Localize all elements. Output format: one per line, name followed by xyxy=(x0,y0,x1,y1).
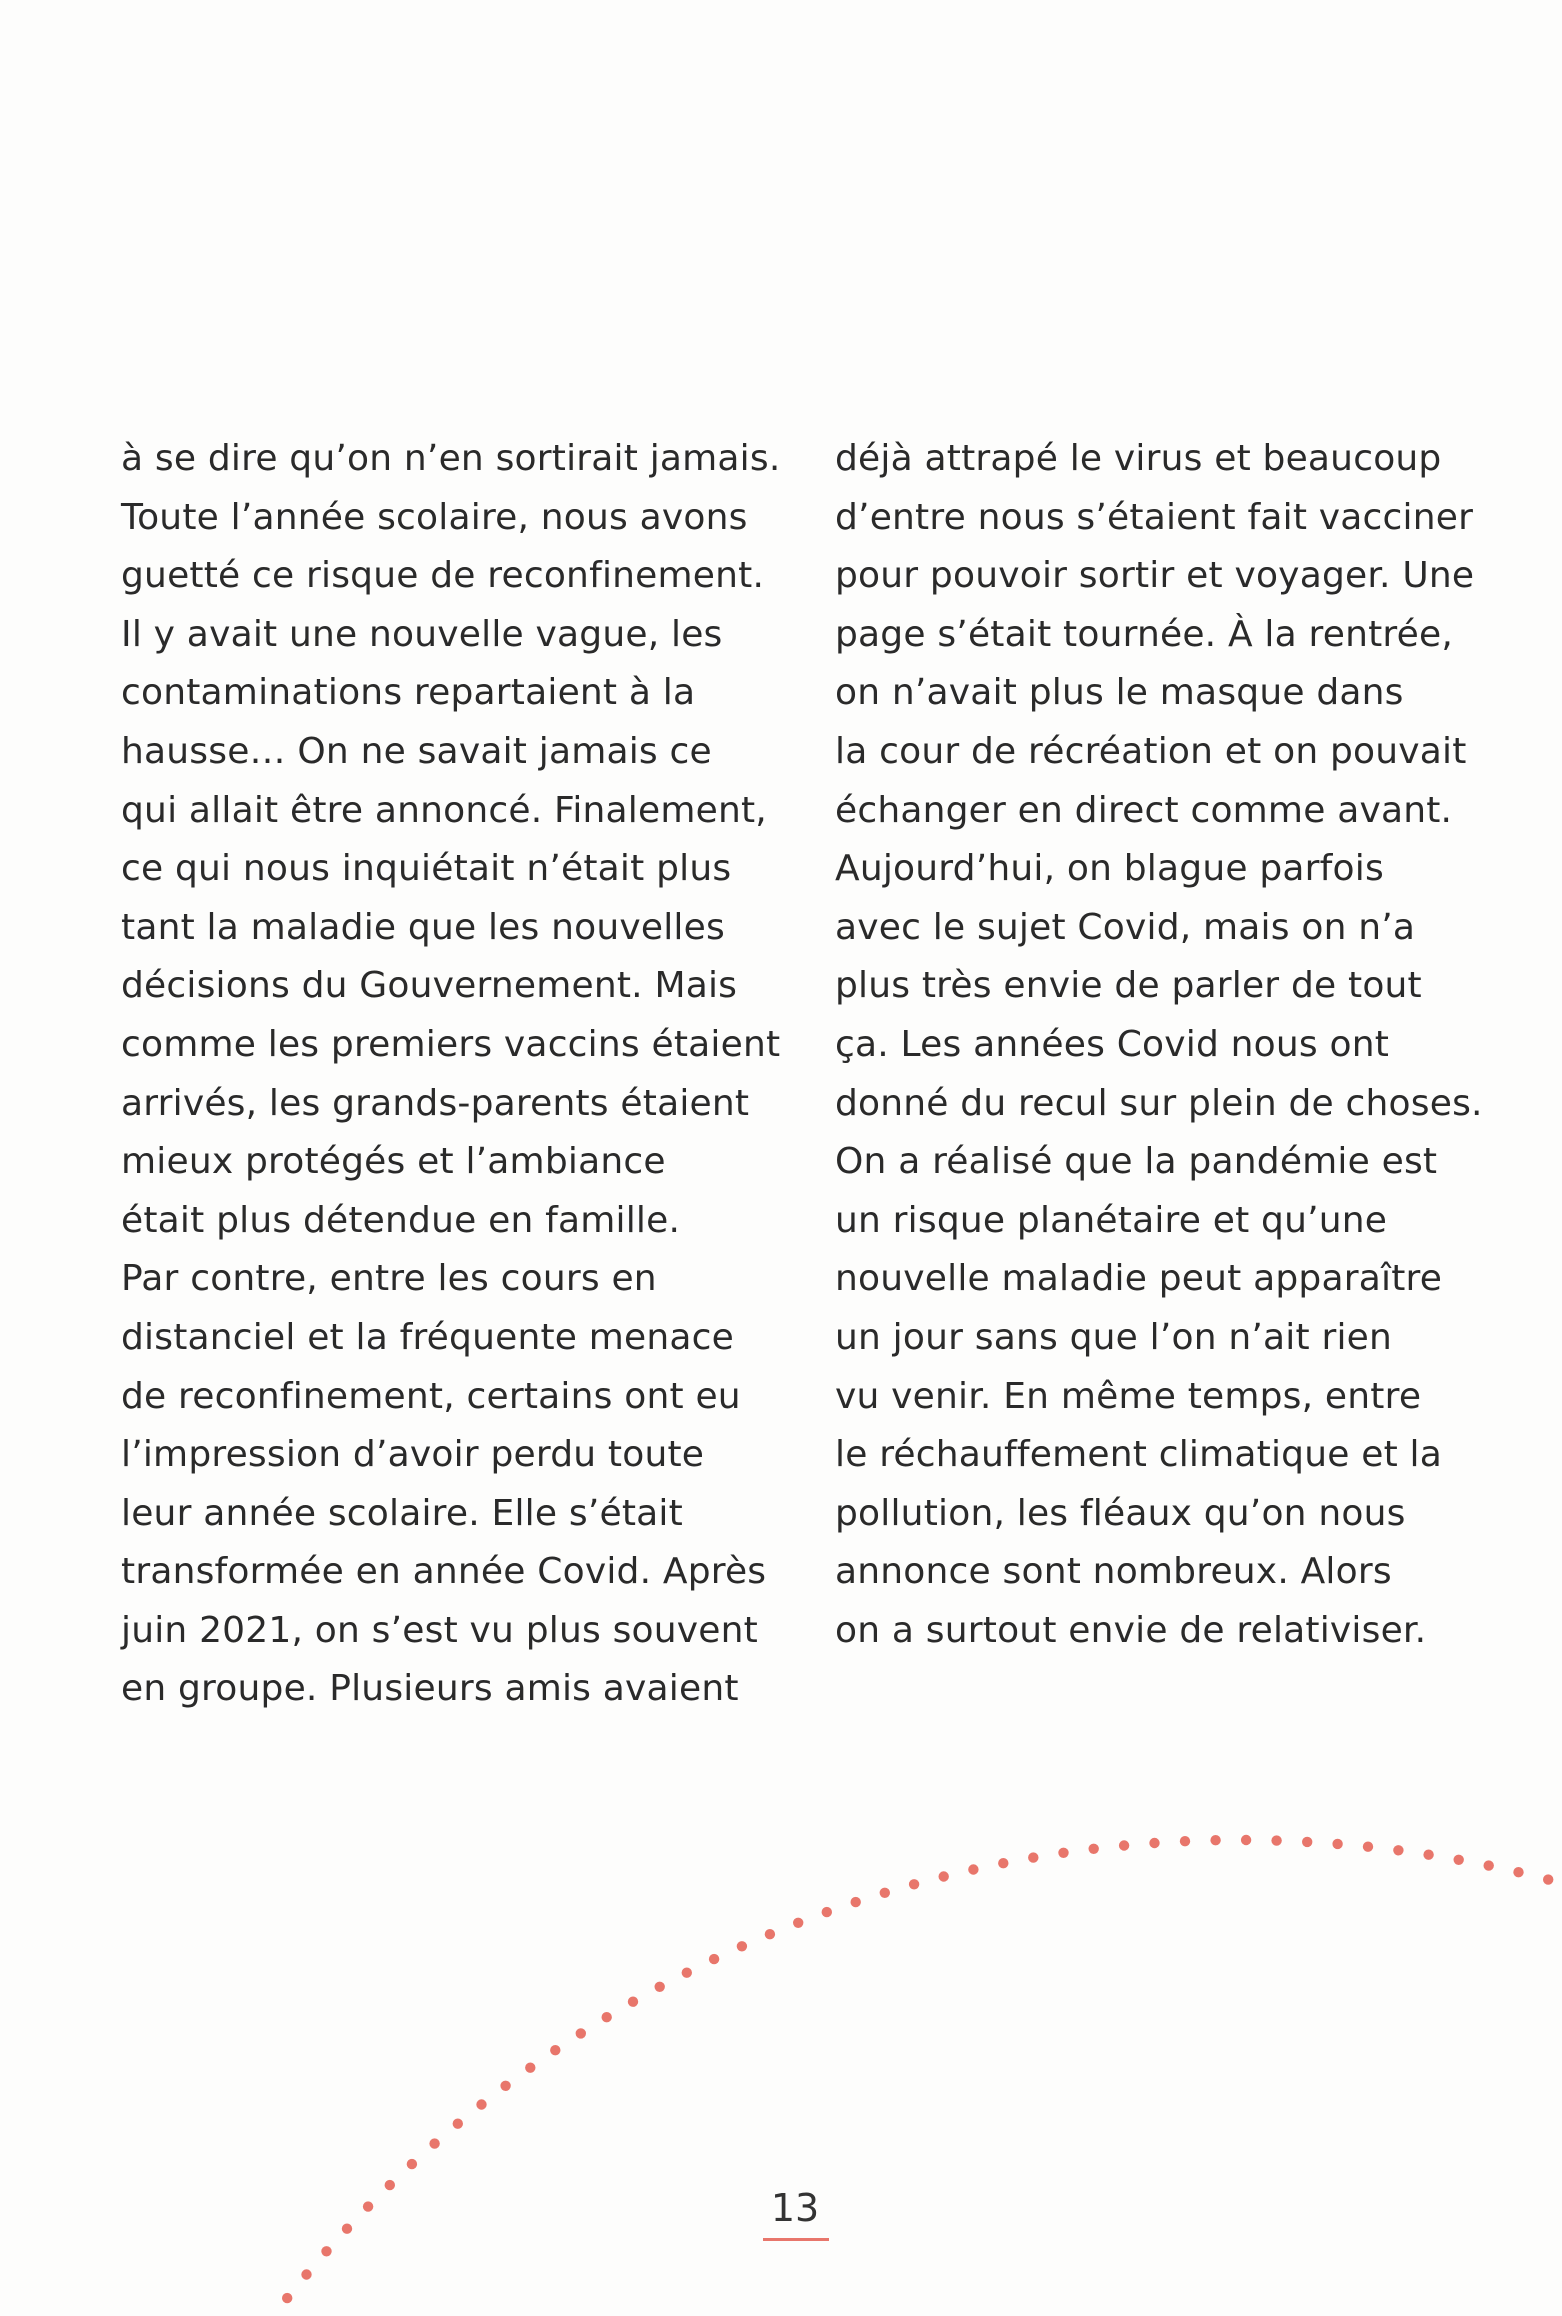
page-number-underline xyxy=(763,2238,829,2241)
arc-dot xyxy=(342,2224,352,2234)
arc-dot xyxy=(1058,1848,1068,1858)
right-column-line: pour pouvoir sortir et voyager. Une xyxy=(835,555,1475,597)
arc-dot xyxy=(525,2063,535,2073)
right-column-line: on n’avait plus le masque dans xyxy=(835,672,1404,714)
arc-dot xyxy=(737,1941,747,1951)
left-column-line: à se dire qu’on n’en sortirait jamais. xyxy=(121,438,781,479)
arc-dot xyxy=(909,1879,919,1889)
arc-dot xyxy=(407,2159,417,2169)
page-number: 13 xyxy=(770,2186,820,2230)
arc-dot xyxy=(1363,1842,1373,1852)
left-column-line: hausse… On ne savait jamais ce xyxy=(121,730,712,772)
arc-dot xyxy=(576,2028,586,2038)
arc-dot xyxy=(822,1907,832,1917)
left-column-line: Il y avait une nouvelle vague, les xyxy=(121,613,723,655)
arc-dot xyxy=(385,2180,395,2190)
left-column-line: leur année scolaire. Elle s’était xyxy=(121,1492,683,1534)
arc-dot xyxy=(363,2201,373,2211)
text-column-left xyxy=(121,430,781,1719)
arc-dot xyxy=(602,2012,612,2022)
right-column-line: d’entre nous s’étaient fait vacciner xyxy=(835,496,1474,538)
right-column-line: un risque planétaire et qu’une xyxy=(835,1199,1388,1241)
arc-dot xyxy=(429,2138,439,2148)
arc-dot xyxy=(1454,1855,1464,1865)
right-column-line: Aujourd’hui, on blague parfois xyxy=(835,848,1384,890)
left-column-line: distanciel et la fréquente menace xyxy=(121,1316,735,1358)
right-column-line: pollution, les fléaux qu’on nous xyxy=(835,1492,1406,1534)
right-column-line: donné du recul sur plein de choses. xyxy=(835,1082,1483,1124)
arc-dot xyxy=(1513,1867,1523,1877)
arc-dot xyxy=(1393,1845,1403,1855)
right-column-line: on a surtout envie de relativiser. xyxy=(835,1609,1427,1651)
left-column-line: tant la maladie que les nouvelles xyxy=(121,906,725,948)
left-column-line: en groupe. Plusieurs amis avaient xyxy=(121,1668,739,1710)
left-column-line: ce qui nous inquiétait n’était plus xyxy=(121,848,732,890)
right-column-line: un jour sans que l’on n’ait rien xyxy=(835,1316,1393,1358)
left-column-line: Toute l’année scolaire, nous avons xyxy=(121,496,748,538)
arc-dot xyxy=(500,2081,510,2091)
right-column-line: la cour de récréation et on pouvait xyxy=(835,730,1467,772)
arc-dot xyxy=(476,2099,486,2109)
arc-dot xyxy=(282,2293,292,2303)
right-column-line: le réchauffement climatique et la xyxy=(835,1434,1442,1476)
arc-dot xyxy=(550,2045,560,2055)
left-column-line: comme les premiers vaccins étaient xyxy=(121,1023,781,1065)
arc-dot xyxy=(682,1968,692,1978)
left-column-line: qui allait être annoncé. Finalement, xyxy=(121,789,767,831)
left-column-line: contaminations repartaient à la xyxy=(121,672,696,714)
arc-dot xyxy=(1210,1835,1220,1845)
text-column-right xyxy=(835,430,1515,1660)
arc-dot xyxy=(1180,1836,1190,1846)
arc-dot xyxy=(1119,1840,1129,1850)
right-column-line: ça. Les années Covid nous ont xyxy=(835,1023,1390,1065)
right-column-line: avec le sujet Covid, mais on n’a xyxy=(835,906,1416,948)
left-column-line: était plus détendue en famille. xyxy=(121,1199,681,1241)
arc-dot xyxy=(1423,1850,1433,1860)
arc-dot xyxy=(321,2246,331,2256)
left-column-line: guetté ce risque de reconfinement. xyxy=(121,555,765,597)
right-column-line: vu venir. En même temps, entre xyxy=(835,1375,1422,1417)
left-column-line: Par contre, entre les cours en xyxy=(121,1258,657,1300)
arc-dot xyxy=(1271,1835,1281,1845)
arc-dot xyxy=(1149,1838,1159,1848)
arc-dot xyxy=(1028,1852,1038,1862)
right-column-line: plus très envie de parler de tout xyxy=(835,965,1422,1007)
arc-dot xyxy=(939,1871,949,1881)
arc-dot xyxy=(765,1929,775,1939)
arc-dot xyxy=(968,1864,978,1874)
right-column-line: échanger en direct comme avant. xyxy=(835,789,1453,831)
arc-dot xyxy=(851,1897,861,1907)
right-column-line: nouvelle maladie peut apparaître xyxy=(835,1258,1443,1300)
arc-dot xyxy=(1543,1874,1553,1884)
right-column-line: déjà attrapé le virus et beaucoup xyxy=(835,438,1442,479)
arc-dot xyxy=(1302,1837,1312,1847)
arc-dot xyxy=(1484,1860,1494,1870)
right-column-line: On a réalisé que la pandémie est xyxy=(835,1141,1438,1183)
left-column-line: l’impression d’avoir perdu toute xyxy=(121,1434,705,1476)
right-column-line: page s’était tournée. À la rentrée, xyxy=(835,613,1453,655)
arc-dot xyxy=(1089,1844,1099,1854)
left-column-line: mieux protégés et l’ambiance xyxy=(121,1141,666,1183)
arc-dot xyxy=(880,1888,890,1898)
arc-dot xyxy=(709,1954,719,1964)
arc-dot xyxy=(998,1858,1008,1868)
arc-dot xyxy=(453,2119,463,2129)
left-column-line: juin 2021, on s’est vu plus souvent xyxy=(121,1609,758,1651)
left-column-line: transformée en année Covid. Après xyxy=(121,1551,767,1593)
arc-dot xyxy=(655,1982,665,1992)
arc-dot xyxy=(628,1997,638,2007)
left-column-line: décisions du Gouvernement. Mais xyxy=(121,965,738,1007)
right-column-line: annonce sont nombreux. Alors xyxy=(835,1551,1392,1593)
left-column-line: arrivés, les grands-parents étaient xyxy=(121,1082,750,1124)
arc-dot xyxy=(1241,1835,1251,1845)
arc-dot xyxy=(793,1918,803,1928)
left-column-line: de reconfinement, certains ont eu xyxy=(121,1375,741,1417)
arc-dot xyxy=(301,2269,311,2279)
arc-dot xyxy=(1332,1839,1342,1849)
